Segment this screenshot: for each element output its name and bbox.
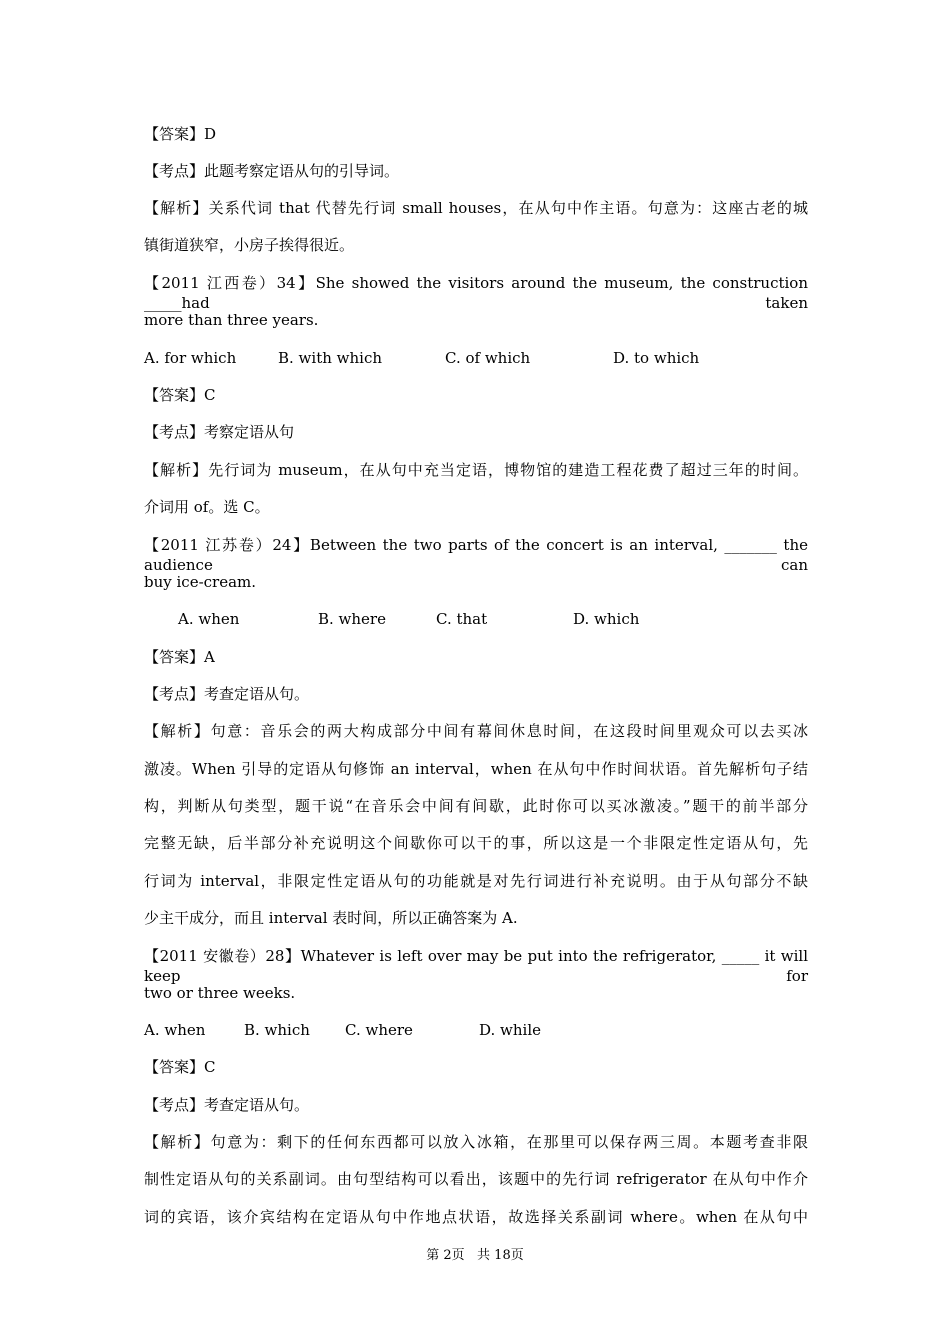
q4-analysis-line-2: 制性定语从句的关系副词。由句型结构可以看出，该题中的先行词 refrigerator 在从句中作介 [144,1170,808,1188]
q2-option-d: D. to which [613,349,700,367]
q1-analysis-line-1: 【解析】关系代词 that 代替先行词 small houses，在从句中作主语。句意为：这座古老的城 [144,199,808,217]
q2-analysis-line-2: 介词用 of。选 C。 [144,498,270,516]
q1-point: 【考点】此题考察定语从句的引导词。 [144,162,400,180]
q2-option-b: B. with which [278,349,383,367]
q3-stem-line-1: 【2011 江苏卷）24】Between the two parts of the concert is an interval, _______ the audience can [144,536,808,574]
q4-stem-line-1: 【2011 安徽卷）28】Whatever is left over may be put into the refrigerator, _____ it will keep for [144,947,808,985]
q3-option-b: B. where [318,610,386,628]
q3-option-d: D. which [573,610,640,628]
q4-stem-line-2: two or three weeks. [144,984,296,1002]
q4-analysis-line-3: 词的宾语，该介宾结构在定语从句中作地点状语，故选择关系副词 where。when 在从句中 [144,1208,808,1226]
q4-analysis-line-1: 【解析】句意为：剩下的任何东西都可以放入冰箱，在那里可以保存两三周。本题考查非限 [144,1133,808,1151]
q3-option-a: A. when [178,610,240,628]
q3-analysis-line-1: 【解析】句意：音乐会的两大构成部分中间有幕间休息时间，在这段时间里观众可以去买冰 [144,722,808,740]
q3-analysis-line-3: 构，判断从句类型，题干说“在音乐会中间有间歇，此时你可以买冰激凌。”题干的前半部分 [144,797,808,815]
q1-analysis-line-2: 镇街道狭窄，小房子挨得很近。 [144,236,355,254]
q3-analysis-line-2: 激凌。When 引导的定语从句修饰 an interval，when 在从句中作时间状语。首先解析句子结 [144,760,808,778]
q1-answer: 【答案】D [144,125,217,143]
q3-analysis-line-4: 完整无缺，后半部分补充说明这个间歇你可以干的事，所以这是一个非限定性定语从句，先 [144,834,808,852]
q2-analysis-line-1: 【解析】先行词为 museum，在从句中充当定语，博物馆的建造工程花费了超过三年的时间。 [144,461,808,479]
q3-point: 【考点】考查定语从句。 [144,685,310,703]
q4-option-a: A. when [144,1021,206,1039]
q3-stem-line-2: buy ice-cream. [144,573,257,591]
page-number-footer: 第 2页 共 18页 [426,1248,524,1263]
q4-option-c: C. where [345,1021,413,1039]
q3-answer: 【答案】A [144,648,215,666]
q2-option-a: A. for which [144,349,237,367]
q4-answer: 【答案】C [144,1058,216,1076]
q2-answer: 【答案】C [144,386,216,404]
q3-analysis-line-6: 少主干成分，而且 interval 表时间，所以正确答案为 A. [144,909,518,927]
q2-stem-line-2: more than three years. [144,311,319,329]
q2-point: 【考点】考察定语从句 [144,423,295,441]
q4-option-d: D. while [479,1021,541,1039]
q2-option-c: C. of which [445,349,531,367]
q2-stem-line-1: 【2011 江西卷）34】She showed the visitors around the museum, the construction _____had taken [144,274,808,312]
q4-point: 【考点】考查定语从句。 [144,1096,310,1114]
q3-option-c: C. that [436,610,488,628]
q3-analysis-line-5: 行词为 interval，非限定性定语从句的功能就是对先行词进行补充说明。由于从句部分不缺 [144,872,808,890]
q4-option-b: B. which [244,1021,310,1039]
